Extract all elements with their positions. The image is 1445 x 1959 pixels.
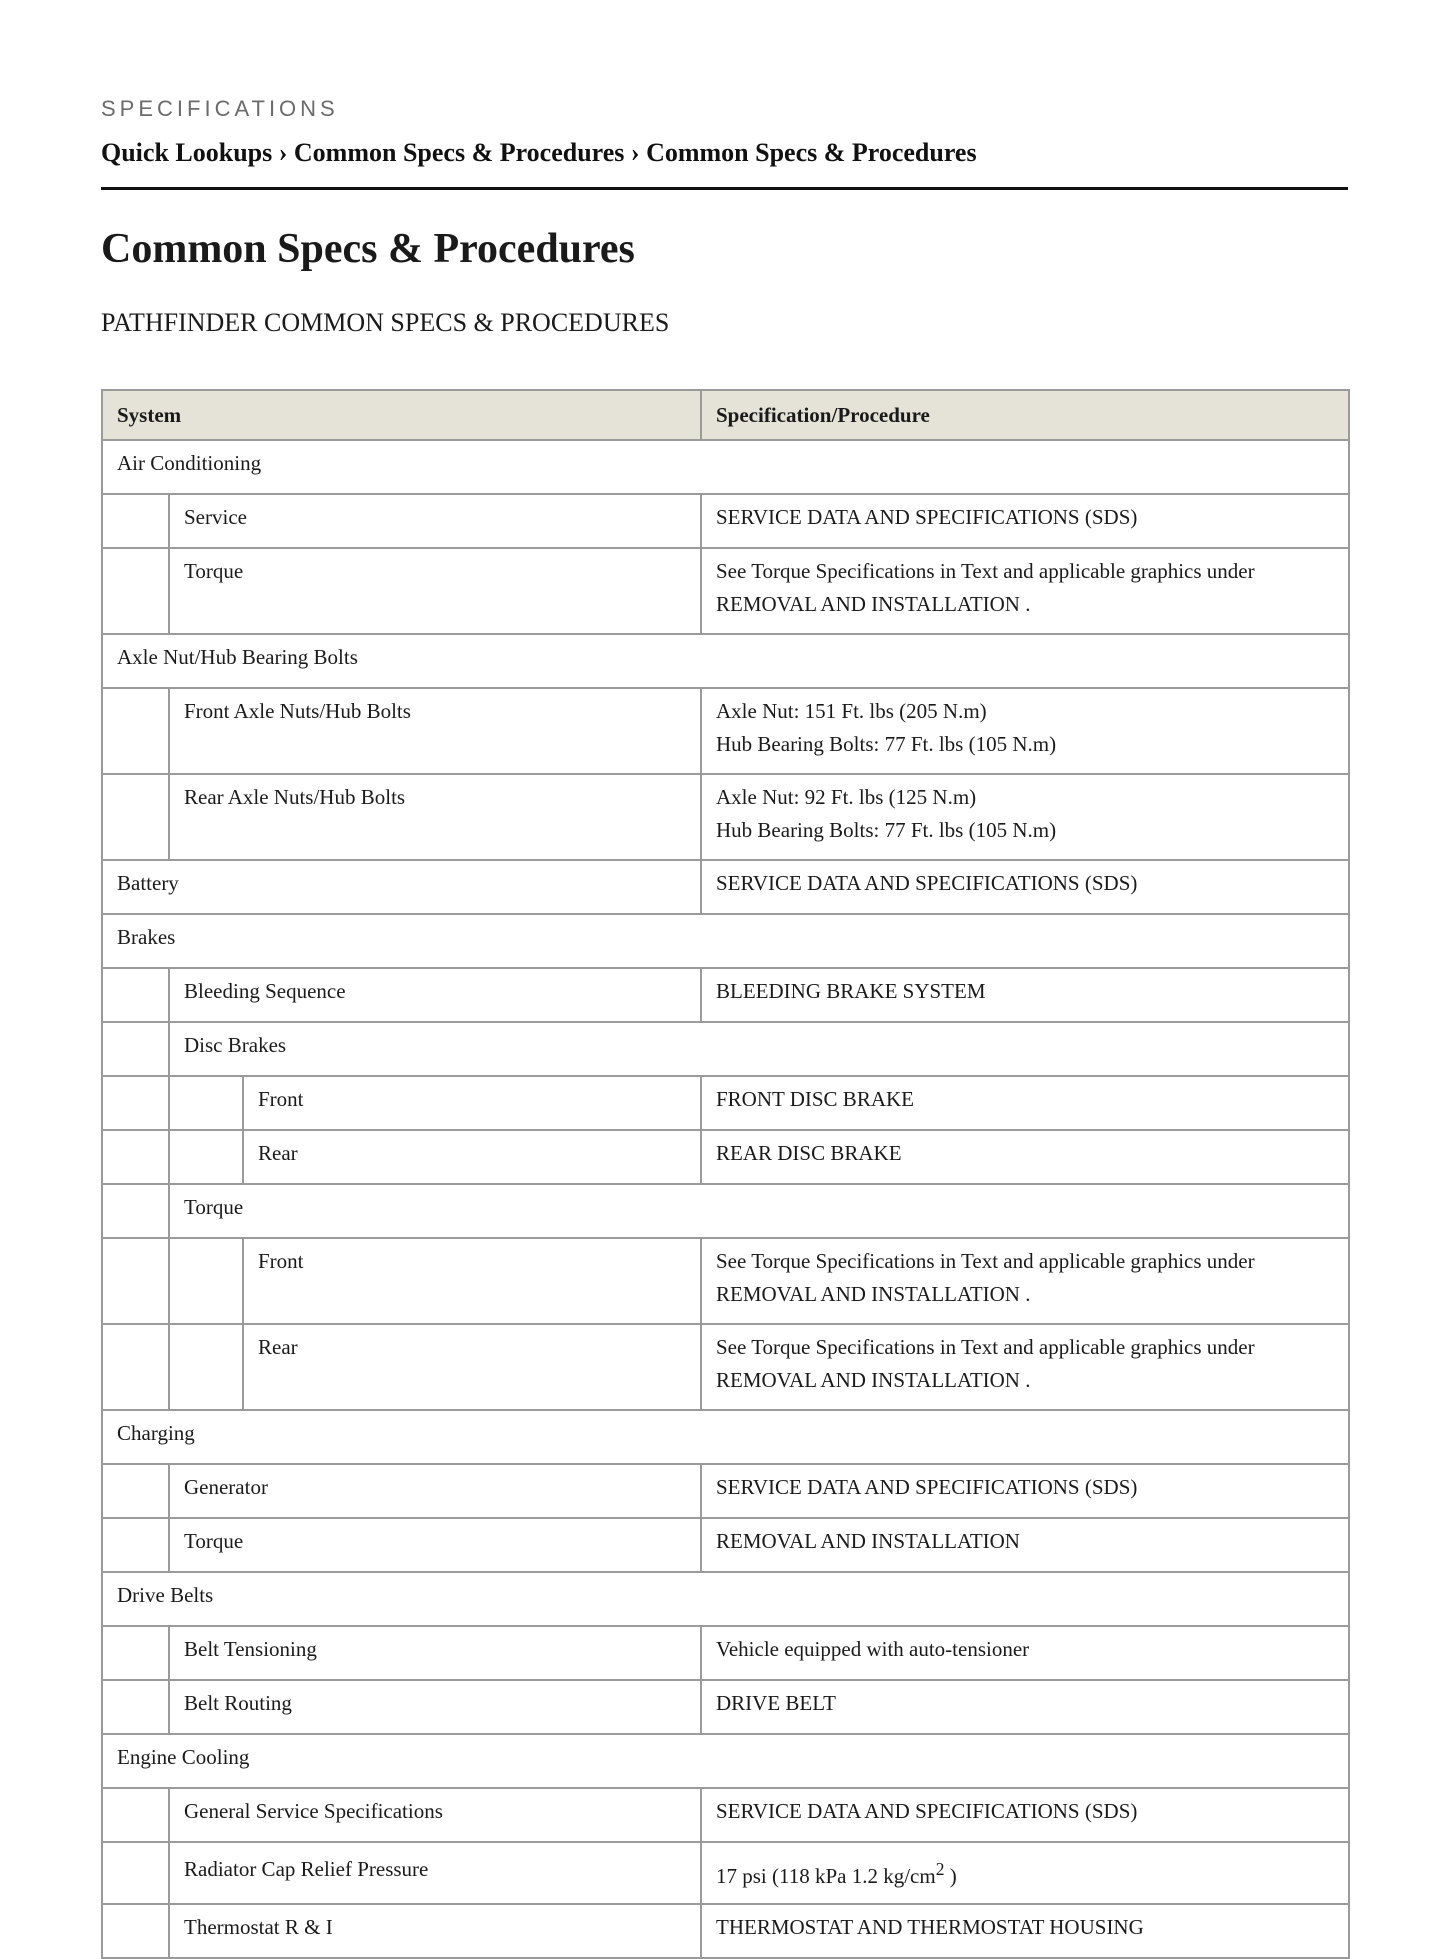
system-label: General Service Specifications — [169, 1788, 701, 1842]
table-row — [102, 1410, 1349, 1464]
system-label: Rear Axle Nuts/Hub Bolts — [169, 774, 701, 860]
system-label: Radiator Cap Relief Pressure — [169, 1842, 701, 1904]
spec-line: Axle Nut: 92 Ft. lbs (125 N.m) — [716, 785, 977, 809]
table-row — [102, 1518, 1349, 1572]
table-row — [102, 914, 1349, 968]
indent-cell — [102, 688, 169, 774]
indent-cell — [102, 1518, 169, 1572]
system-label: Torque — [169, 1184, 1349, 1238]
table-row — [102, 1904, 1349, 1958]
spec-cell: FRONT DISC BRAKE — [701, 1076, 1349, 1130]
table-header-row — [102, 390, 1349, 440]
spec-cell — [701, 1842, 1349, 1904]
page-subtitle: PATHFINDER COMMON SPECS & PROCEDURES — [101, 308, 670, 337]
system-label: Rear — [243, 1324, 701, 1410]
system-label: Service — [169, 494, 701, 548]
table-row — [102, 440, 1349, 494]
table-row — [102, 494, 1349, 548]
spec-cell — [701, 1238, 1349, 1324]
spec-cell — [701, 774, 1349, 860]
spec-cell: DRIVE BELT — [701, 1680, 1349, 1734]
spec-cell — [701, 1324, 1349, 1410]
system-label: Torque — [169, 1518, 701, 1572]
indent-cell — [102, 968, 169, 1022]
indent-cell — [102, 1842, 169, 1904]
indent-cell — [169, 1076, 243, 1130]
system-label: Front Axle Nuts/Hub Bolts — [169, 688, 701, 774]
spec-cell: SERVICE DATA AND SPECIFICATIONS (SDS) — [701, 1464, 1349, 1518]
spec-cell: SERVICE DATA AND SPECIFICATIONS (SDS) — [701, 494, 1349, 548]
indent-cell — [102, 494, 169, 548]
indent-cell — [102, 1904, 169, 1958]
table-row — [102, 1184, 1349, 1238]
spec-line: REMOVAL AND INSTALLATION . — [716, 1282, 1031, 1306]
spec-line: REMOVAL AND INSTALLATION . — [716, 1368, 1031, 1392]
table-row — [102, 860, 1349, 914]
indent-cell — [102, 1626, 169, 1680]
system-label: Front — [243, 1076, 701, 1130]
table-row — [102, 1788, 1349, 1842]
spec-line: Hub Bearing Bolts: 77 Ft. lbs (105 N.m) — [716, 818, 1057, 842]
spec-cell: THERMOSTAT AND THERMOSTAT HOUSING — [701, 1904, 1349, 1958]
table-row — [102, 1842, 1349, 1904]
spec-line: Axle Nut: 151 Ft. lbs (205 N.m) — [716, 699, 987, 723]
table-row — [102, 1626, 1349, 1680]
system-label: Belt Tensioning — [169, 1626, 701, 1680]
spec-text: 17 psi (118 kPa 1.2 kg/cm — [716, 1864, 936, 1888]
system-label: Battery — [102, 860, 701, 914]
system-label: Brakes — [102, 914, 1349, 968]
system-label: Torque — [169, 548, 701, 634]
spec-line: See Torque Specifications in Text and applicable graphics under — [716, 1249, 1255, 1273]
spec-text-tail: ) — [944, 1864, 957, 1888]
column-header-system: System — [102, 390, 701, 440]
table-row — [102, 1324, 1349, 1410]
table-row — [102, 1572, 1349, 1626]
indent-cell — [102, 1324, 169, 1410]
system-label: Generator — [169, 1464, 701, 1518]
table-row — [102, 688, 1349, 774]
spec-cell — [701, 688, 1349, 774]
spec-cell: REAR DISC BRAKE — [701, 1130, 1349, 1184]
breadcrumb: Quick Lookups › Common Specs & Procedures › Common Specs & Procedures — [101, 138, 977, 167]
system-label: Drive Belts — [102, 1572, 1349, 1626]
header-divider — [101, 187, 1348, 190]
indent-cell — [102, 1076, 169, 1130]
indent-cell — [169, 1238, 243, 1324]
spec-line: Hub Bearing Bolts: 77 Ft. lbs (105 N.m) — [716, 732, 1057, 756]
page-title: Common Specs & Procedures — [101, 226, 635, 272]
table-row — [102, 1022, 1349, 1076]
system-label: Axle Nut/Hub Bearing Bolts — [102, 634, 1349, 688]
specs-table — [101, 389, 1350, 1959]
spec-cell: SERVICE DATA AND SPECIFICATIONS (SDS) — [701, 1788, 1349, 1842]
system-label: Disc Brakes — [169, 1022, 1349, 1076]
table-row — [102, 774, 1349, 860]
indent-cell — [102, 1788, 169, 1842]
table-row — [102, 968, 1349, 1022]
column-header-spec: Specification/Procedure — [701, 390, 1349, 440]
indent-cell — [102, 1022, 169, 1076]
section-kicker: SPECIFICATIONS — [101, 96, 339, 121]
table-row — [102, 1130, 1349, 1184]
spec-line: REMOVAL AND INSTALLATION . — [716, 592, 1031, 616]
spec-cell: BLEEDING BRAKE SYSTEM — [701, 968, 1349, 1022]
system-label: Engine Cooling — [102, 1734, 1349, 1788]
system-label: Belt Routing — [169, 1680, 701, 1734]
indent-cell — [102, 1464, 169, 1518]
indent-cell — [102, 774, 169, 860]
indent-cell — [169, 1324, 243, 1410]
spec-cell: SERVICE DATA AND SPECIFICATIONS (SDS) — [701, 860, 1349, 914]
table-row — [102, 634, 1349, 688]
table-row — [102, 1076, 1349, 1130]
table-row — [102, 1734, 1349, 1788]
spec-line: See Torque Specifications in Text and applicable graphics under — [716, 559, 1255, 583]
system-label: Front — [243, 1238, 701, 1324]
system-label: Charging — [102, 1410, 1349, 1464]
indent-cell — [169, 1130, 243, 1184]
spec-cell — [701, 548, 1349, 634]
system-label: Air Conditioning — [102, 440, 1349, 494]
system-label: Thermostat R & I — [169, 1904, 701, 1958]
spec-cell: Vehicle equipped with auto-tensioner — [701, 1626, 1349, 1680]
indent-cell — [102, 1680, 169, 1734]
table-row — [102, 1464, 1349, 1518]
indent-cell — [102, 1130, 169, 1184]
spec-line: See Torque Specifications in Text and applicable graphics under — [716, 1335, 1255, 1359]
table-row — [102, 1238, 1349, 1324]
table-row — [102, 548, 1349, 634]
table-row — [102, 1680, 1349, 1734]
system-label: Bleeding Sequence — [169, 968, 701, 1022]
indent-cell — [102, 548, 169, 634]
spec-superscript: 2 — [935, 1859, 945, 1879]
indent-cell — [102, 1238, 169, 1324]
indent-cell — [102, 1184, 169, 1238]
spec-cell: REMOVAL AND INSTALLATION — [701, 1518, 1349, 1572]
system-label: Rear — [243, 1130, 701, 1184]
